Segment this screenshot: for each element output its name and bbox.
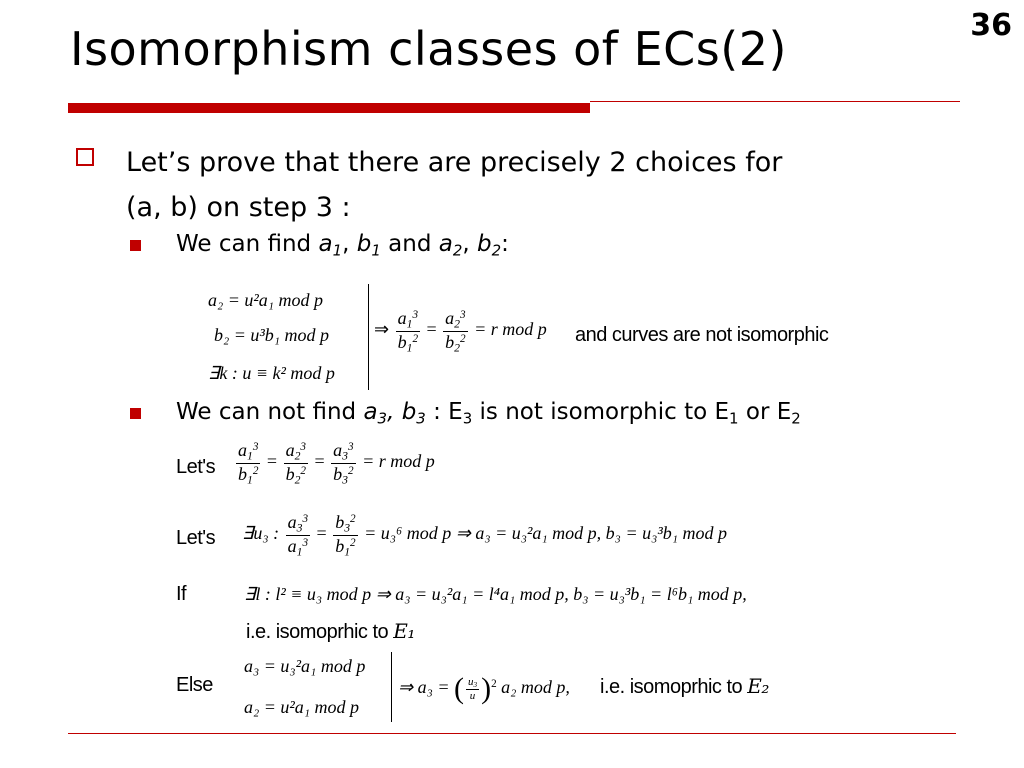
sub2-b3-index: 3 — [416, 409, 426, 428]
ratio-a2-b2: $\frac{a_2^3}{b_2^2}$ — [445, 308, 466, 354]
sub1-b2-index: 2 — [491, 241, 502, 260]
eq-block1-line-1: a₂ = u²a₁ mod p — [208, 290, 324, 310]
sub-bullet-2-text — [176, 399, 801, 427]
eq-block1-note: and curves are not isomorphic — [575, 324, 829, 346]
sub2-a3: a — [363, 399, 378, 425]
sub1-b2: b — [477, 231, 492, 257]
ratio-result: = r mod p — [474, 319, 547, 340]
sub1-a2: a — [438, 231, 453, 257]
ie-label-1: i.e. isomoprhic to — [246, 621, 389, 643]
else-result: ⇒ a₃ = ( $\frac{u_3}{u}$ )$^2$ a₂ mod p, — [398, 672, 570, 705]
hollow-square-bullet-icon — [76, 148, 94, 166]
title-underline-rule — [590, 101, 960, 102]
lets1-result: = r mod p — [362, 451, 435, 472]
sub2-prefix: We can not find — [176, 399, 364, 425]
lets2-exists: ∃u₃ : — [242, 523, 280, 544]
page-number: 36 — [970, 8, 1012, 43]
sub2-e1-index: 1 — [729, 409, 739, 428]
ie-isomorphic-e1 — [246, 619, 415, 644]
sub2-e2-index: 2 — [791, 409, 801, 428]
sub1-b1: b — [356, 231, 372, 257]
page-title: Isomorphism classes of ECs(2) — [70, 22, 787, 76]
bottom-rule — [68, 733, 956, 734]
ie-label-2: i.e. isomoprhic to — [600, 676, 743, 698]
sub2-e3-index: 3 — [462, 409, 473, 428]
else-divider — [391, 652, 392, 722]
filled-square-bullet-icon — [130, 408, 141, 419]
bullet-1-line-1: Let’s prove that there are precisely 2 choices for — [126, 147, 783, 178]
lets-label-1: Let's — [176, 456, 216, 478]
bullet-1-line-2: (a, b) on step 3 : — [126, 192, 351, 223]
sub2-comma: , — [387, 399, 402, 425]
lets-2-equation: ∃u₃ : $\frac{a_3^3}{a_1^3}$ = $\frac{b_3^2}{b_1^2}$ = u₃⁶ mod p ⇒ a₃ = u₃²a₁ mod p, b₃ = u₃³b₁ mod p — [242, 512, 727, 558]
implies-symbol: ⇒ — [374, 319, 390, 340]
sub1-a1-index: 1 — [332, 241, 343, 260]
ie-isomorphic-e2 — [600, 674, 769, 699]
sub1-prefix: We can find — [176, 231, 319, 257]
lets1-frac-3: $\frac{a_3^3}{b_3^2}$ — [333, 440, 354, 486]
sub2-or: or E — [738, 399, 792, 425]
eq-block1-line-2: b₂ = u³b₁ mod p — [214, 325, 330, 345]
sub1-and: and — [380, 231, 439, 257]
sub2-a3-index: 3 — [377, 409, 388, 428]
lets2-tail: = u₃⁶ mod p ⇒ a₃ = u₃²a₁ mod p, b₃ = u₃³b₁ mod p — [364, 523, 727, 544]
eq-block1-line-3: ∃k : u ≡ k² mod p — [208, 363, 335, 383]
eq-block1-divider — [368, 284, 369, 390]
sub1-colon: : — [501, 231, 509, 257]
sub2-e-prefix: : E — [425, 399, 463, 425]
else-line-2: a₂ = u²a₁ mod p — [244, 697, 360, 717]
sub2-not-iso: is not isomorphic to E — [472, 399, 730, 425]
lets2-frac-1: $\frac{a_3^3}{a_1^3}$ — [287, 512, 309, 558]
else-line-1: a₃ = u₃²a₁ mod p — [244, 656, 366, 676]
lets1-frac-1: $\frac{a_1^3}{b_1^2}$ — [238, 440, 259, 486]
e2-symbol: E₂ — [747, 674, 769, 698]
else-result-pre: ⇒ a₃ = — [398, 677, 450, 698]
eq-block1-ratio: ⇒ $\frac{a_1^3}{b_1^2}$ = $\frac{a_2^3}{b_2^2}$ = r mod p — [374, 308, 547, 354]
sub1-comma-2: , — [462, 231, 477, 257]
bullet-1-text — [126, 140, 946, 230]
sub1-b1-index: 1 — [371, 241, 381, 260]
else-u3-over-u: $\frac{u_3}{u}$ — [468, 675, 478, 703]
if-label: If — [176, 583, 187, 605]
sub1-a1: a — [318, 231, 333, 257]
lets1-frac-2: $\frac{a_2^3}{b_2^2}$ — [285, 440, 306, 486]
sub-bullet-1-text — [176, 231, 509, 259]
if-equation: ∃l : l² ≡ u₃ mod p ⇒ a₃ = u₃²a₁ = l⁴a₁ mod p, b₃ = u₃³b₁ = l⁶b₁ mod p, — [244, 584, 747, 604]
sub1-comma-1: , — [342, 231, 357, 257]
else-label: Else — [176, 674, 213, 696]
else-result-post: a₂ mod p, — [501, 677, 570, 698]
ratio-a1-b1: $\frac{a_1^3}{b_1^2}$ — [397, 308, 419, 354]
filled-square-bullet-icon — [130, 240, 141, 251]
title-underline-bar — [68, 103, 590, 113]
e1-symbol: E₁ — [393, 619, 415, 643]
sub2-b3: b — [401, 399, 417, 425]
lets-label-2: Let's — [176, 527, 216, 549]
lets2-frac-2: $\frac{b_3^2}{b_1^2}$ — [335, 512, 356, 558]
sub1-a2-index: 2 — [452, 241, 463, 260]
lets-1-equation: $\frac{a_1^3}{b_1^2}$ = $\frac{a_2^3}{b_2^2}$ = $\frac{a_3^3}{b_3^2}$ = r mod p — [238, 440, 435, 486]
